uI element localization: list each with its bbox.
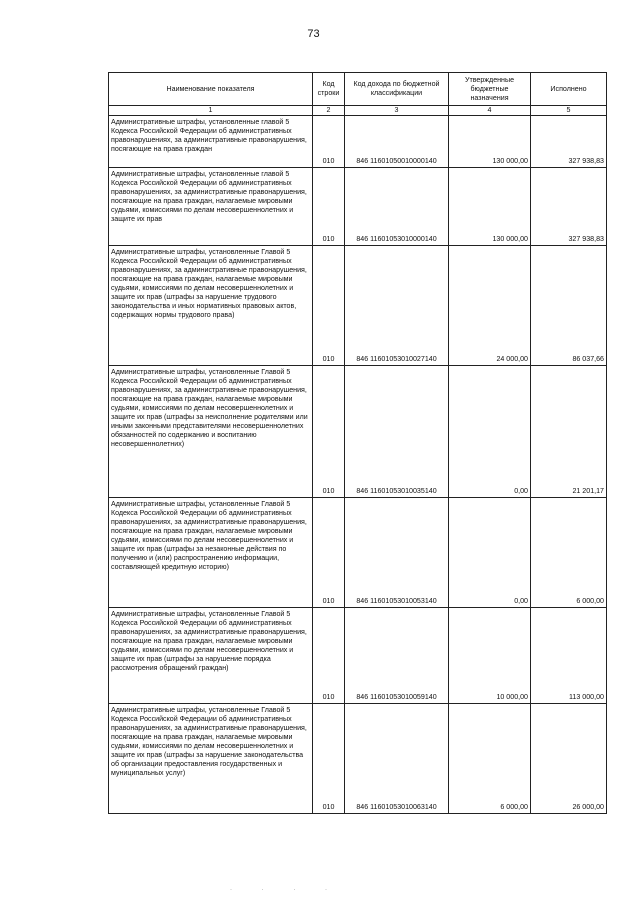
column-number: 3: [345, 106, 449, 116]
row-approved: 130 000,00: [449, 168, 531, 246]
table-row: [109, 608, 607, 704]
row-approved: 130 000,00: [449, 116, 531, 168]
row-approved: 6 000,00: [449, 704, 531, 814]
row-indicator-name: Административные штрафы, установленные Главой 5 Кодекса Российской Федерации об административных правонарушениях, за административные правонарушения, посягающие на права граждан, налагаемые мировыми судьями, комиссиями по делам несовершеннолетних и защите их прав (штрафы за нарушение законодательства об организации предоставления государственных и муниципальных услуг): [109, 704, 313, 814]
row-line-code: 010: [313, 116, 345, 168]
row-line-code: 010: [313, 498, 345, 608]
column-number: 4: [449, 106, 531, 116]
table-row: [109, 116, 607, 168]
row-indicator-name: Административные штрафы, установленные главой 5 Кодекса Российской Федерации об административных правонарушениях, за административные правонарушения, посягающие на права граждан: [109, 116, 313, 168]
row-line-code: 010: [313, 704, 345, 814]
row-approved: 0,00: [449, 498, 531, 608]
header-line-code: Код строки: [313, 73, 345, 106]
row-indicator-name: Административные штрафы, установленные Главой 5 Кодекса Российской Федерации об административных правонарушениях, за административные правонарушения, посягающие на права граждан, налагаемые мировыми судьями, комиссиями по делам несовершеннолетних и защите их прав (штрафы за нарушение порядка рассмотрения обращений граждан): [109, 608, 313, 704]
header-row: [109, 73, 607, 106]
row-income-code: 846 11601053010035140: [345, 366, 449, 498]
column-number: 5: [531, 106, 607, 116]
row-executed: 113 000,00: [531, 608, 607, 704]
row-executed: 21 201,17: [531, 366, 607, 498]
column-number: 1: [109, 106, 313, 116]
table-row: [109, 168, 607, 246]
column-number-row: [109, 106, 607, 116]
row-line-code: 010: [313, 608, 345, 704]
row-income-code: 846 11601053010059140: [345, 608, 449, 704]
row-indicator-name: Административные штрафы, установленные Главой 5 Кодекса Российской Федерации об административных правонарушениях, за административные правонарушения, посягающие на права граждан, налагаемые мировыми судьями, комиссиями по делам несовершеннолетних и защите их прав (штрафы за нарушение трудового законодательства и иных нормативных правовых актов, содержащих нормы трудового права): [109, 246, 313, 366]
row-approved: 10 000,00: [449, 608, 531, 704]
row-income-code: 846 11601053010000140: [345, 168, 449, 246]
income-table: [108, 72, 607, 814]
scan-dots: · · · ·: [230, 887, 341, 893]
row-indicator-name: Административные штрафы, установленные Главой 5 Кодекса Российской Федерации об административных правонарушениях, за административные правонарушения, посягающие на права граждан, налагаемые мировыми судьями, комиссиями по делам несовершеннолетних и защите их прав (штрафы за незаконные действия по получению и (или) распространению информации, составляющей кредитную историю): [109, 498, 313, 608]
page-number: 73: [307, 28, 320, 40]
header-approved: Утвержденные бюджетные назначения: [449, 73, 531, 106]
row-executed: 86 037,66: [531, 246, 607, 366]
row-income-code: 846 11601053010063140: [345, 704, 449, 814]
row-line-code: 010: [313, 366, 345, 498]
row-income-code: 846 11601053010027140: [345, 246, 449, 366]
row-executed: 327 938,83: [531, 116, 607, 168]
column-number: 2: [313, 106, 345, 116]
row-approved: 0,00: [449, 366, 531, 498]
table-row: [109, 246, 607, 366]
row-line-code: 010: [313, 168, 345, 246]
row-income-code: 846 11601053010053140: [345, 498, 449, 608]
row-income-code: 846 11601050010000140: [345, 116, 449, 168]
row-indicator-name: Административные штрафы, установленные Главой 5 Кодекса Российской Федерации об административных правонарушениях, за административные правонарушения, посягающие на права граждан, налагаемые мировыми судьями, комиссиями по делам несовершеннолетних и защите их прав (штрафы за неисполнение родителями или иными законными представителями несовершеннолетних обязанностей по содержанию и воспитанию несовершеннолетних): [109, 366, 313, 498]
table-row: [109, 366, 607, 498]
row-executed: 26 000,00: [531, 704, 607, 814]
row-line-code: 010: [313, 246, 345, 366]
header-indicator-name: Наименование показателя: [109, 73, 313, 106]
header-executed: Исполнено: [531, 73, 607, 106]
table-row: [109, 704, 607, 814]
table-row: [109, 498, 607, 608]
row-approved: 24 000,00: [449, 246, 531, 366]
row-indicator-name: Административные штрафы, установленные главой 5 Кодекса Российской Федерации об административных правонарушениях, за административные правонарушения, посягающие на права граждан, налагаемые мировыми судьями, комиссиями по делам несовершеннолетних и защите их прав: [109, 168, 313, 246]
row-executed: 327 938,83: [531, 168, 607, 246]
header-income-code: Код дохода по бюджетной классификации: [345, 73, 449, 106]
row-executed: 6 000,00: [531, 498, 607, 608]
